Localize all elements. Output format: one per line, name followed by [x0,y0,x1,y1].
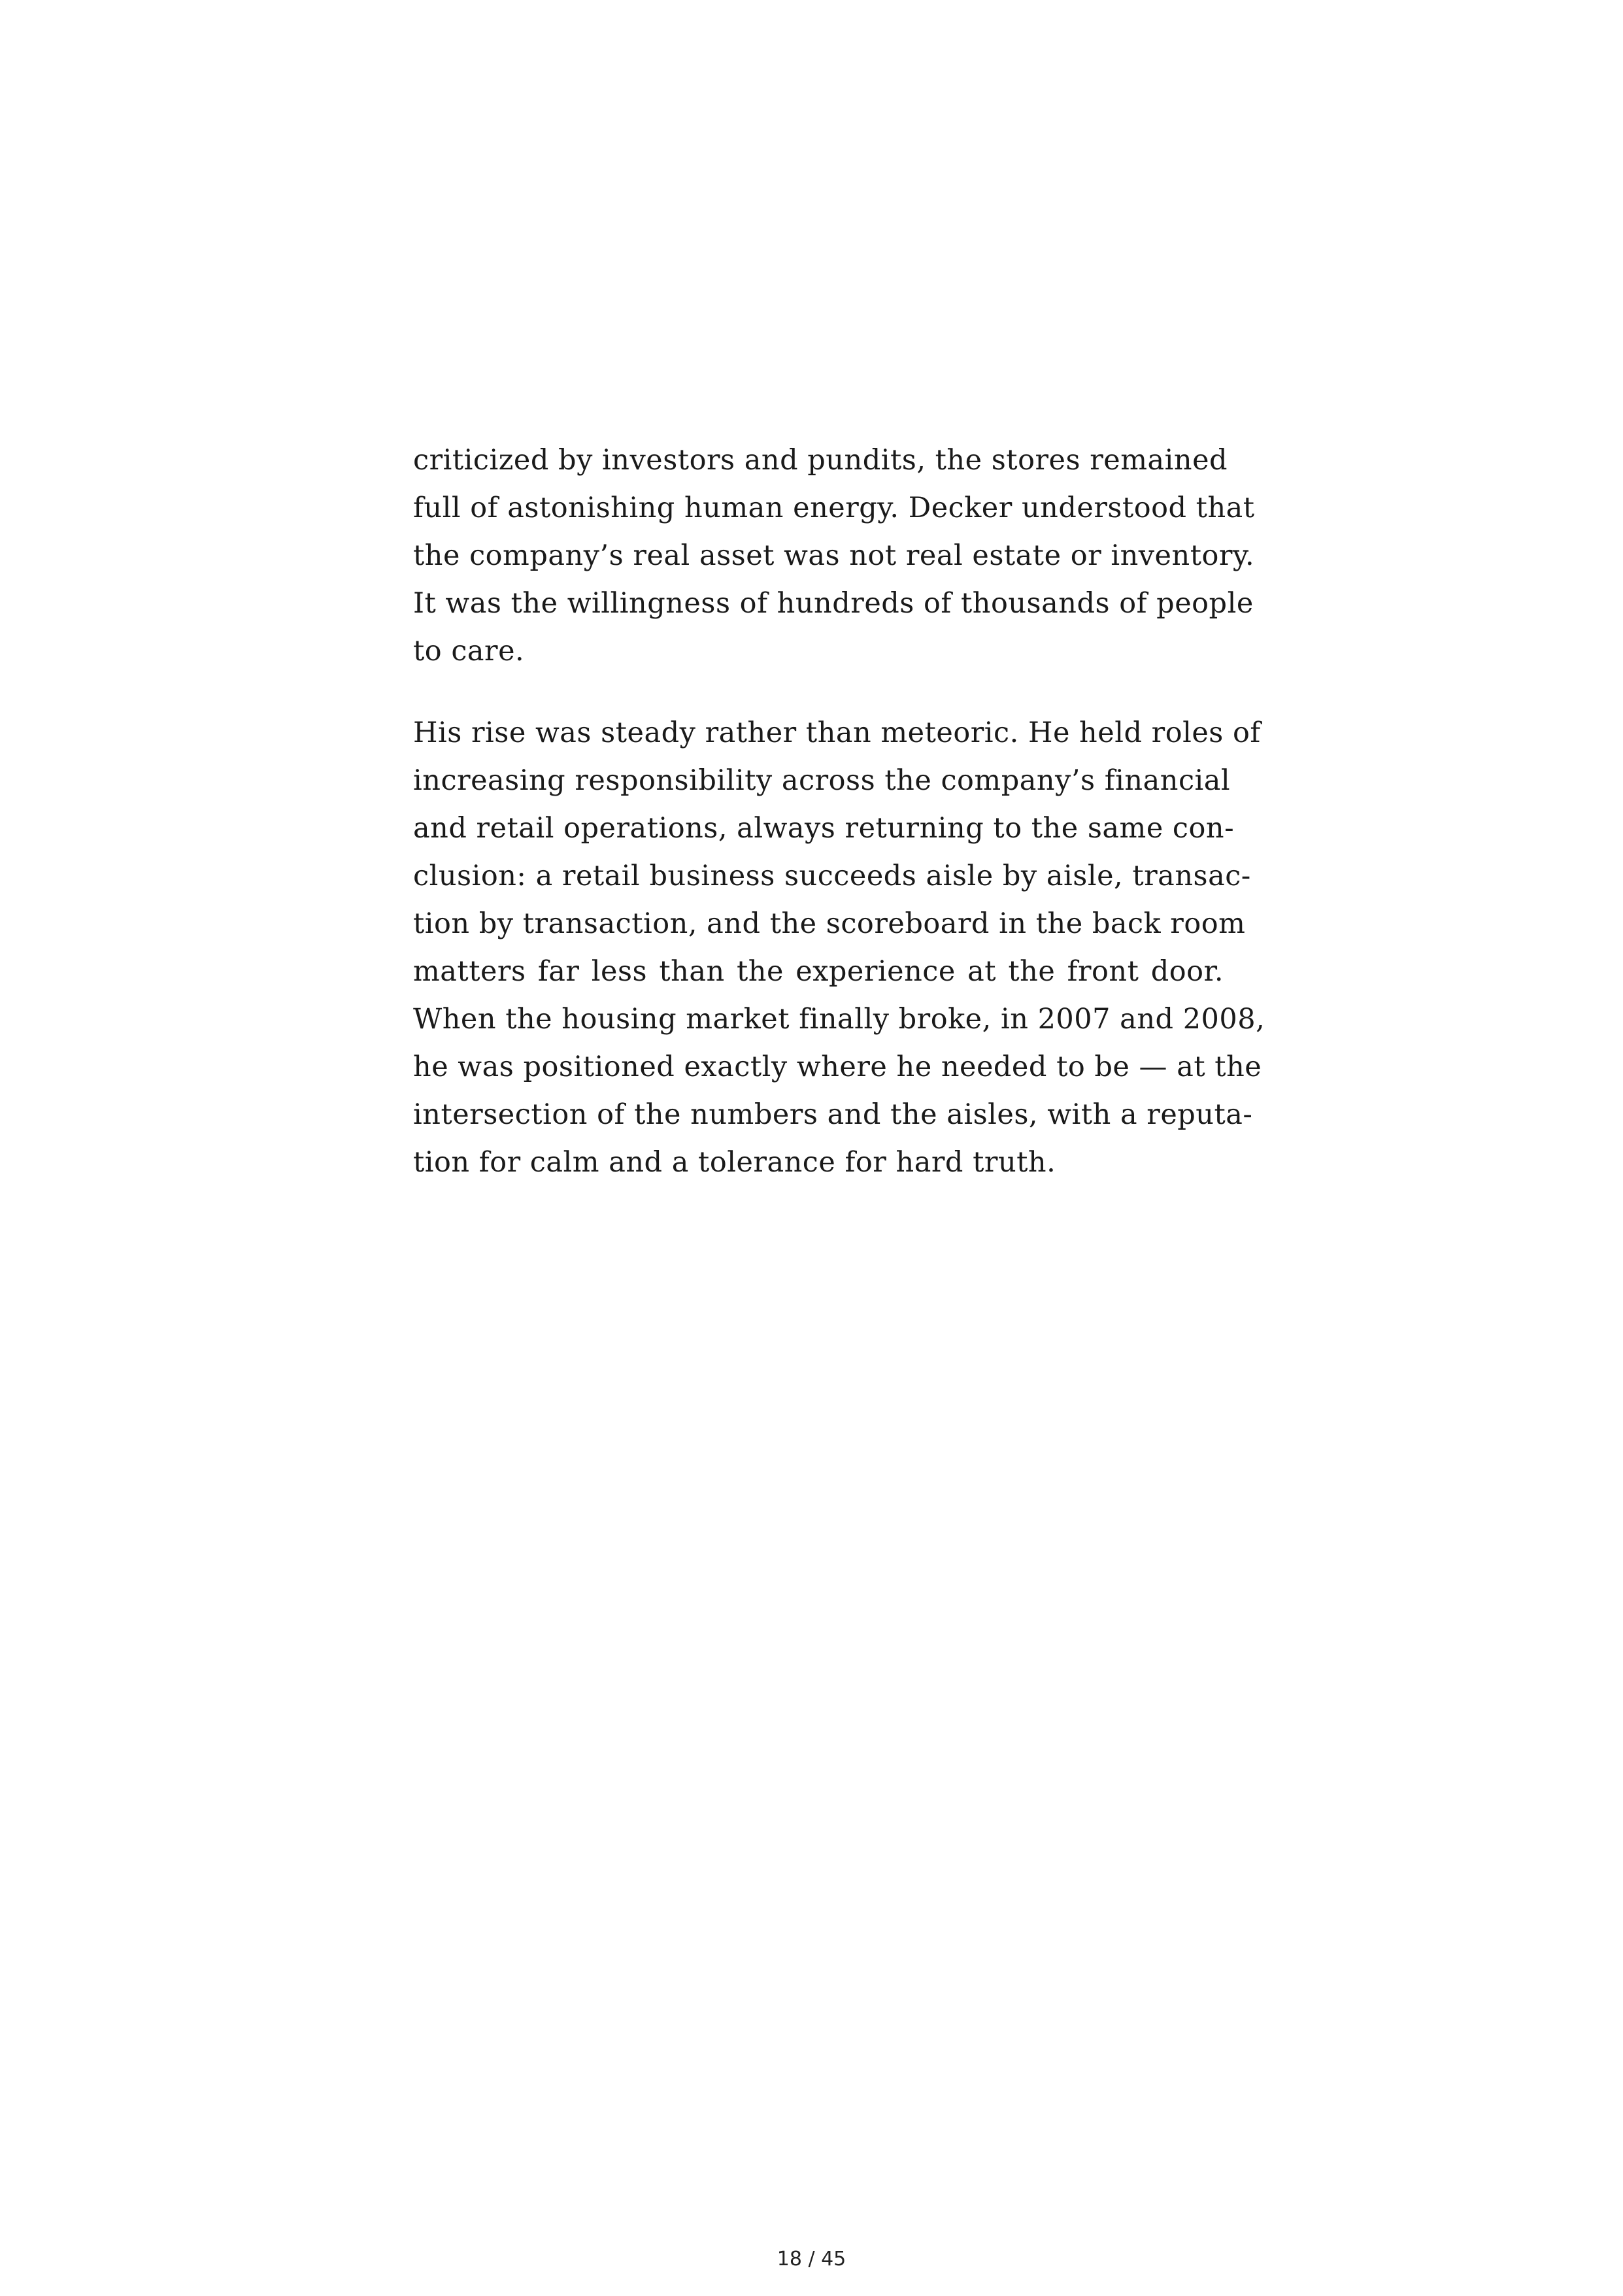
text-line: His rise was steady rather than meteoric. He held roles of [413,717,1261,749]
page-number: 18 / 45 [777,2248,846,2271]
text-line: he was positioned exactly where he needed to be — at the [413,1051,1262,1083]
text-line: and retail operations, always returning to the same con- [413,812,1235,845]
text-line: to care. [413,635,525,667]
paragraph-1 [413,437,1255,675]
body-text [413,437,1265,1187]
text-line: matters far less than the experience at the front door. [413,955,1224,988]
text-line: tion for calm and a tolerance for hard truth. [413,1146,1056,1179]
text-line: tion by transaction, and the scoreboard in the back room [413,907,1246,940]
text-line: criticized by investors and pundits, the stores remained [413,444,1228,477]
text-line: clusion: a retail business succeeds aisle by aisle, transac- [413,860,1251,892]
text-line: the company’s real asset was not real estate or inventory. [413,539,1255,572]
text-line: intersection of the numbers and the aisles, with a reputa- [413,1098,1253,1131]
text-line: It was the willingness of hundreds of thousands of people [413,587,1254,620]
text-line: When the housing market finally broke, in 2007 and 2008, [413,1003,1265,1036]
text-line: full of astonishing human energy. Decker understood that [413,492,1255,524]
paragraph-2 [413,709,1265,1187]
text-line: increasing responsibility across the company’s financial [413,764,1231,797]
